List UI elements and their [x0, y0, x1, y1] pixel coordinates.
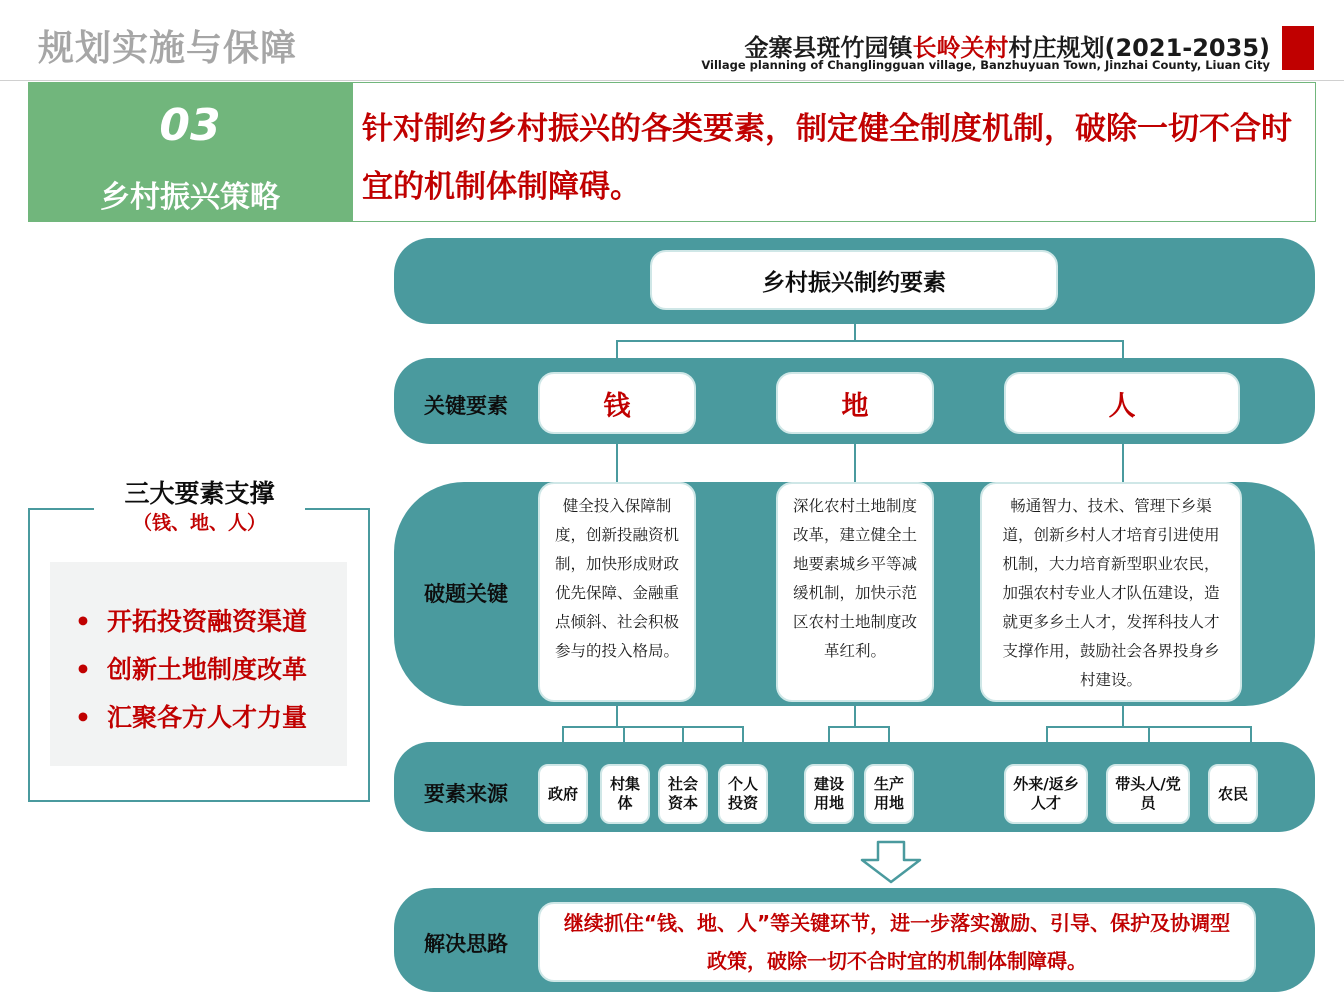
source-farmers: 农民: [1208, 764, 1258, 824]
breakthrough-label: 破题关键: [424, 582, 508, 606]
brand-red-block: [1282, 26, 1314, 70]
category-land: 地: [776, 372, 934, 434]
desc-money: 健全投入保障制度，创新投融资机制，加快形成财政优先保障、金融重点倾斜、社会积极参与的投入格局。: [538, 482, 696, 702]
panel-top-border-right: [305, 508, 370, 510]
source-leaders-party-members: 带头人/党员: [1106, 764, 1190, 824]
source-production-land: 生产用地: [864, 764, 914, 824]
element-support-title: 三大要素支撑: [124, 479, 275, 508]
strategy-number: 03: [159, 100, 221, 151]
source-personal-investment: 个人投资: [718, 764, 768, 824]
source-returning-talent: 外来/返乡人才: [1004, 764, 1088, 824]
category-people: 人: [1004, 372, 1240, 434]
bullet-icon: •: [75, 703, 91, 732]
bullet-icon: •: [75, 607, 91, 636]
solution-text: 继续抓住“钱、地、人”等关键环节，进一步落实激励、引导、保护及协调型政策，破除一切不合时宜的机制体制障碍。: [538, 902, 1256, 982]
constraint-title: 乡村振兴制约要素: [650, 250, 1058, 310]
plan-title-pre: 金寨县斑竹园镇: [744, 34, 913, 62]
section-title: 规划实施与保障: [38, 28, 298, 69]
list-item-text: 创新土地制度改革: [106, 655, 307, 684]
key-elements-label: 关键要素: [424, 394, 508, 418]
connector-line: [616, 340, 1124, 342]
source-government: 政府: [538, 764, 588, 824]
plan-subtitle: Village planning of Changlingguan village, Banzhuyuan Town, Jinzhai County, Liuan City: [701, 58, 1270, 72]
list-item: [75, 650, 307, 686]
header-divider: [0, 80, 1344, 81]
connector-line: [562, 726, 744, 728]
solution-label: 解决思路: [424, 932, 508, 956]
source-construction-land: 建设用地: [804, 764, 854, 824]
list-item-text: 汇聚各方人才力量: [106, 703, 307, 732]
connector-line: [828, 726, 890, 728]
list-item: [75, 602, 307, 638]
source-social-capital: 社会资本: [658, 764, 708, 824]
sources-label: 要素来源: [424, 782, 508, 806]
desc-people: 畅通智力、技术、管理下乡渠道，创新乡村人才培育引进使用机制，大力培育新型职业农民，加强农村专业人才队伍建设，造就更多乡土人才，发挥科技人才支撑作用，鼓励社会各界投身乡村建设。: [980, 482, 1242, 702]
element-support-subtitle: （钱、地、人）: [132, 512, 266, 534]
plan-title-post: 村庄规划(2021-2035): [1008, 34, 1270, 62]
plan-title-highlight: 长岭关村: [912, 34, 1009, 62]
strategy-name: 乡村振兴策略: [100, 180, 280, 215]
panel-top-border-left: [28, 508, 94, 510]
bullet-icon: •: [75, 655, 91, 684]
list-item: [75, 698, 307, 734]
source-village-collective: 村集体: [600, 764, 650, 824]
strategy-statement: 针对制约乡村振兴的各类要素，制定健全制度机制，破除一切不合时宜的机制体制障碍。: [362, 111, 1292, 205]
desc-land: 深化农村土地制度改革，建立健全土地要素城乡平等减缓机制，加快示范区农村土地制度改革红利。: [776, 482, 934, 702]
down-arrow-icon: [858, 840, 924, 884]
category-money: 钱: [538, 372, 696, 434]
list-item-text: 开拓投资融资渠道: [106, 607, 307, 636]
